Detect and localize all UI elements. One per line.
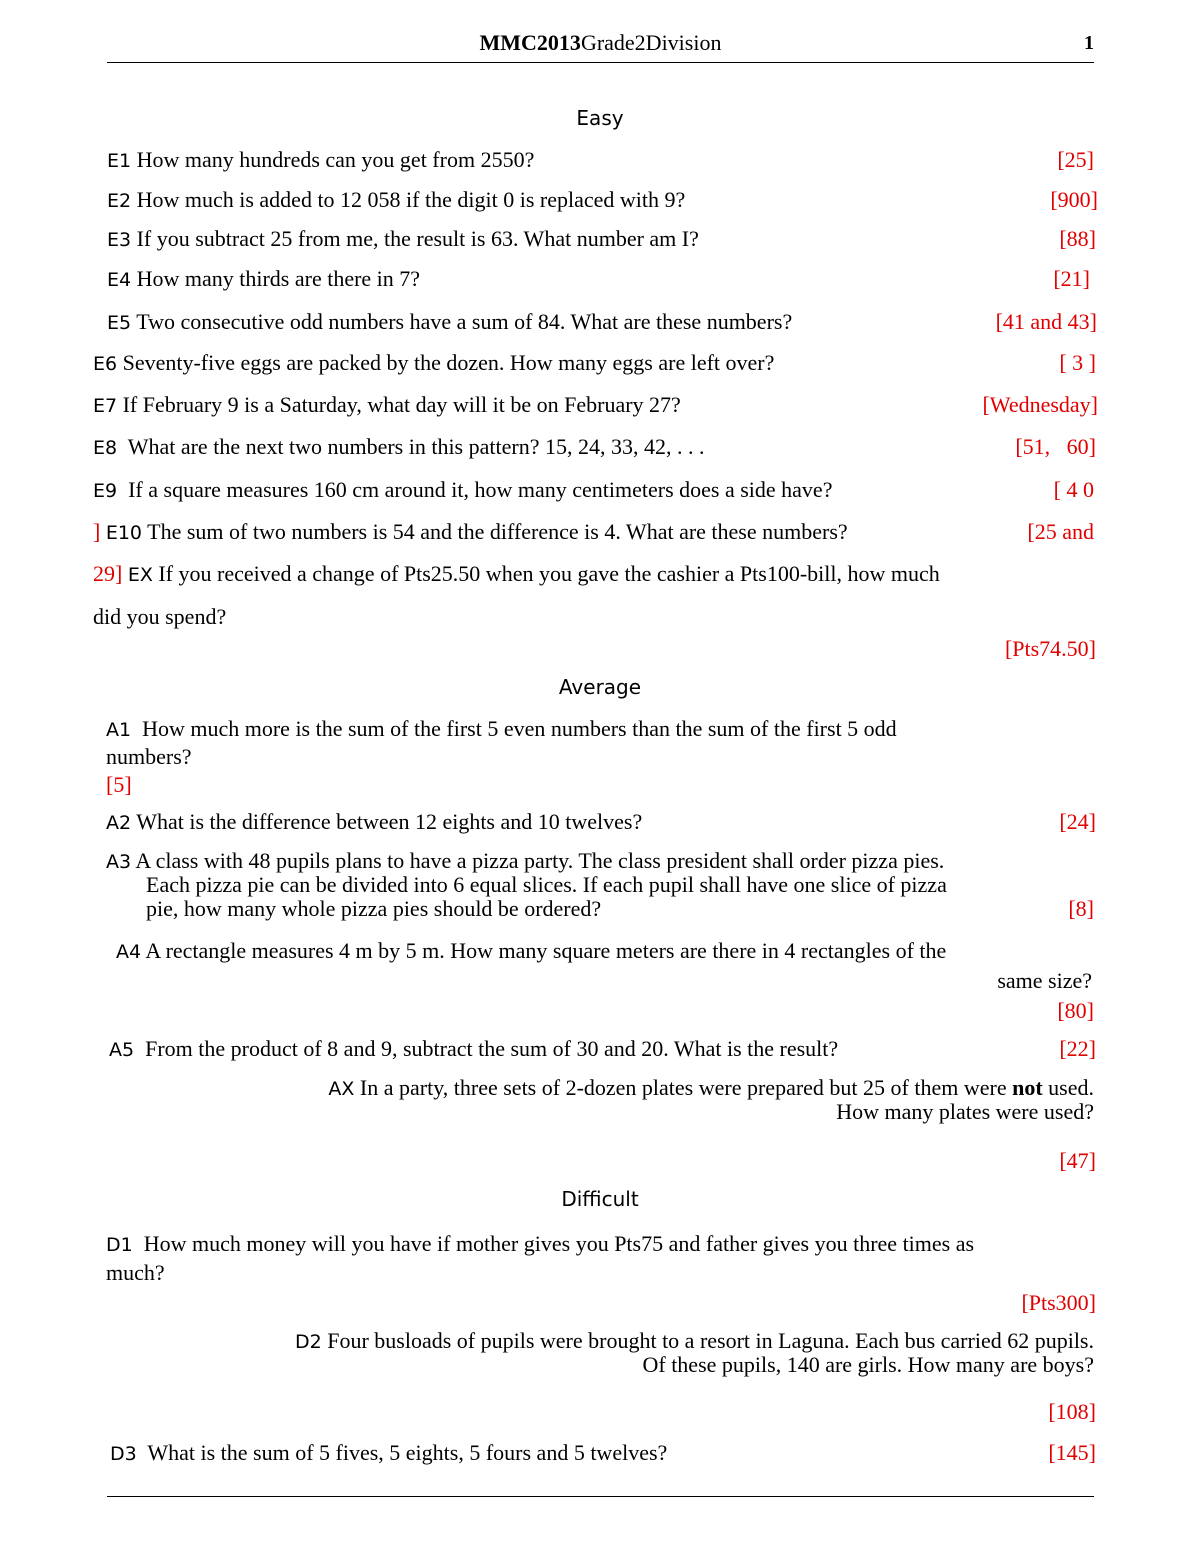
question-d1: D1 How much money will you have if mother gives you Pts75 and father gives you three times as (106, 1231, 975, 1256)
answer-e7: [Wednesday] (982, 392, 1098, 417)
question-ex-cont: did you spend? (93, 604, 227, 629)
answer-e3: [88] (1059, 226, 1096, 251)
question-a3-cont: Each pizza pie can be divided into 6 equal slices. If each pupil shall have one slice of pizza (146, 872, 947, 897)
question-e2: E2 How much is added to 12 058 if the digit 0 is replaced with 9? (107, 187, 686, 212)
question-a4-cont: same size? (997, 968, 1092, 993)
question-a3: A3 A class with 48 pupils plans to have a pizza party. The class president shall order pizza pies. (106, 848, 945, 873)
page-header (107, 28, 1094, 63)
answer-d2: [108] (1048, 1399, 1096, 1424)
question-ax-cont: How many plates were used? (836, 1099, 1094, 1124)
answer-e6: [ 3 ] (1059, 350, 1096, 375)
answer-e4: [21] (1053, 266, 1090, 291)
answer-e9: [ 4 0 (1053, 477, 1094, 502)
question-e5: E5 Two consecutive odd numbers have a sum of 84. What are these numbers? (107, 309, 793, 334)
question-e8: E8 What are the next two numbers in this pattern? 15, 24, 33, 42, . . . (93, 434, 705, 459)
question-a1: A1 How much more is the sum of the first 5 even numbers than the sum of the first 5 odd (106, 716, 897, 741)
question-d3: D3 What is the sum of 5 fives, 5 eights, 5 fours and 5 twelves? (110, 1440, 668, 1465)
question-a4: A4 A rectangle measures 4 m by 5 m. How many square meters are there in 4 rectangles of the (116, 938, 947, 963)
page-number: 1 (1084, 32, 1094, 54)
question-ax: AX In a party, three sets of 2-dozen plates were prepared but 25 of them were not used. (328, 1075, 1094, 1100)
question-e4: E4 How many thirds are there in 7? (107, 266, 421, 291)
question-a1-cont: numbers? (106, 744, 192, 769)
answer-e1: [25] (1057, 147, 1094, 172)
answer-d3: [145] (1048, 1440, 1096, 1465)
question-a5: A5 From the product of 8 and 9, subtract the sum of 30 and 20. What is the result? (109, 1036, 839, 1061)
answer-e5: [41 and 43] (995, 309, 1097, 334)
question-e6: E6 Seventy-five eggs are packed by the dozen. How many eggs are left over? (93, 350, 775, 375)
answer-e10: [25 and (1027, 519, 1094, 544)
question-e3: E3 If you subtract 25 from me, the result is 63. What number am I? (107, 226, 699, 251)
question-d1-cont: much? (106, 1260, 165, 1285)
question-a3-cont2: pie, how many whole pizza pies should be ordered? (146, 896, 602, 921)
question-e10: ] E10 The sum of two numbers is 54 and the difference is 4. What are these numbers? (93, 519, 848, 544)
question-d2: D2 Four busloads of pupils were brought to a resort in Laguna. Each bus carried 62 pupils. (295, 1328, 1094, 1353)
answer-ex: [Pts74.50] (1004, 636, 1096, 661)
footer-rule (107, 1496, 1094, 1497)
question-d2-cont: Of these pupils, 140 are girls. How many are boys? (642, 1352, 1094, 1377)
question-e7: E7 If February 9 is a Saturday, what day will it be on February 27? (93, 392, 681, 417)
answer-e8: [51, 60] (1015, 434, 1096, 459)
answer-a5: [22] (1059, 1036, 1096, 1061)
section-heading-difficult: Difficult (561, 1187, 639, 1211)
question-ex: 29] EX If you received a change of Pts25.50 when you gave the cashier a Pts100-bill, how much (93, 561, 940, 586)
section-heading-easy: Easy (576, 106, 624, 130)
answer-a3: [8] (1068, 896, 1094, 921)
document-title: MMC2013Grade2Division (479, 30, 722, 55)
answer-a4: [80] (1057, 998, 1094, 1023)
question-a2: A2 What is the difference between 12 eights and 10 twelves? (106, 809, 643, 834)
answer-a1: [5] (106, 772, 132, 797)
question-e1: E1 How many hundreds can you get from 2550? (107, 147, 535, 172)
answer-e2: [900] (1050, 187, 1098, 212)
answer-ax: [47] (1059, 1148, 1096, 1173)
answer-d1: [Pts300] (1021, 1290, 1096, 1315)
answer-a2: [24] (1059, 809, 1096, 834)
question-e9: E9 If a square measures 160 cm around it, how many centimeters does a side have? (93, 477, 833, 502)
section-heading-average: Average (558, 675, 642, 699)
